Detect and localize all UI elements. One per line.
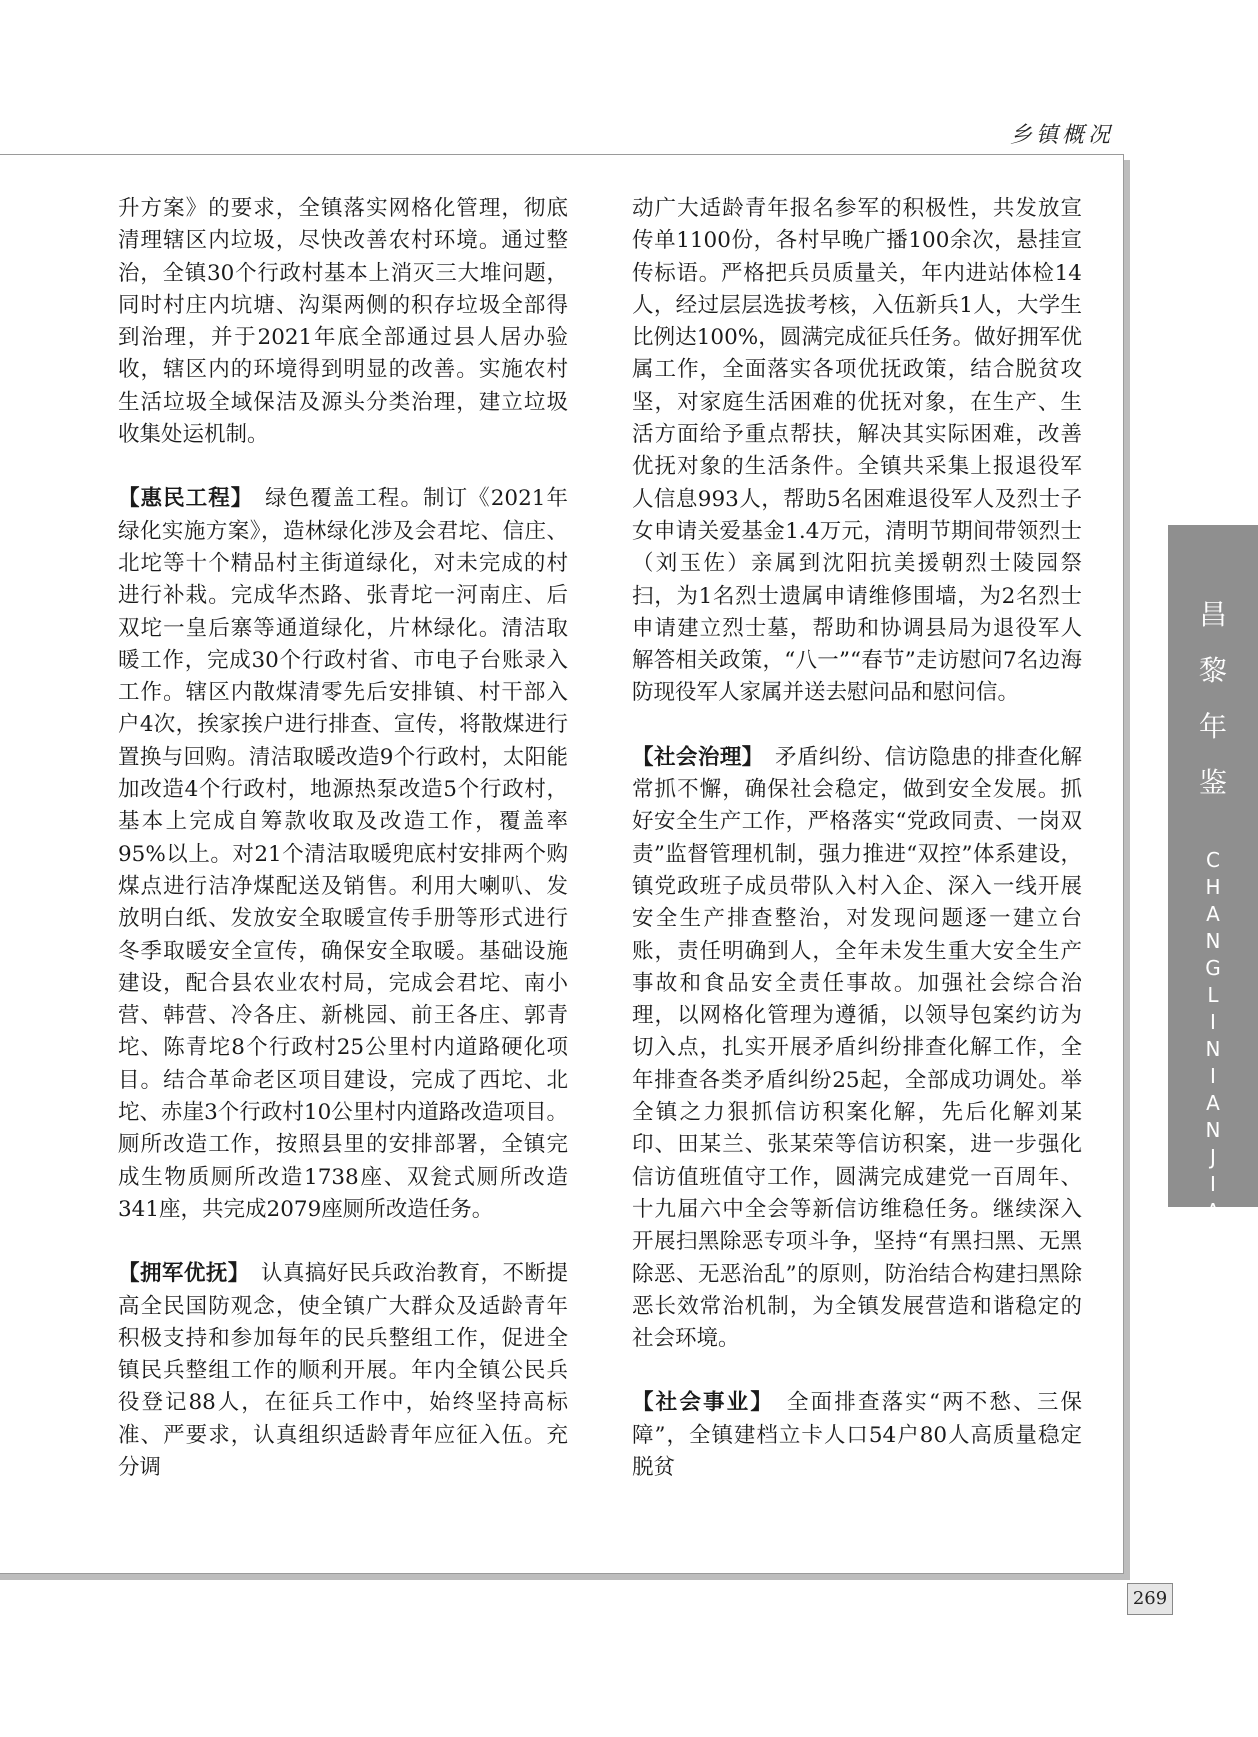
side-tab-char: 黎 bbox=[1198, 654, 1227, 687]
side-tab-letter: A bbox=[1206, 1091, 1220, 1115]
section-tag: 【社会事业】 bbox=[632, 1390, 764, 1416]
left-column bbox=[118, 193, 568, 1516]
section-tag: 【惠民工程】 bbox=[118, 486, 243, 512]
side-tab-letter: N bbox=[1205, 1118, 1221, 1142]
right-column bbox=[632, 193, 1082, 1516]
side-tab-letter: L bbox=[1207, 983, 1219, 1007]
side-tab-letter: N bbox=[1205, 1226, 1221, 1250]
section-tag: 【社会治理】 bbox=[632, 744, 754, 770]
paragraph bbox=[632, 1387, 1082, 1484]
side-tab-letter: J bbox=[1210, 1145, 1216, 1169]
paragraph-text: 升方案》的要求，全镇落实网格化管理，彻底清理辖区内垃圾，尽快改善农村环境。通过整治，全镇30个行政村基本上消灭三大堆问题，同时村庄内坑塘、沟渠两侧的积存垃圾全部得到治理，并于2021年底全部通过县人居办验收，辖区内的环境得到明显的改善。实施农村生活垃圾全域保洁及源头分类治理，建立垃圾收集处运机制。 bbox=[118, 196, 568, 448]
paragraph-text: 矛盾纠纷、信访隐患的排查化解常抓不懈，确保社会稳定，做到安全发展。抓好安全生产工作，严格落实“党政同责、一岗双责”监督管理机制，强力推进“双控”体系建设，镇党政班子成员带队入村入企、深入一线开展安全生产排查整治，对发现问题逐一建立台账，责任明确到人，全年未发生重大安全生产事故和食品安全责任事故。加强社会综合治理，以网格化管理为遵循，以领导包案约访为切入点，扎实开展矛盾纠纷排查化解工作，全年排查各类矛盾纠纷25起，全部成功调处。举全镇之力狠抓信访积案化解，先后化解刘某印、田某兰、张某荣等信访积案，进一步强化信访值班值守工作，圆满完成建党一百周年、十九届六中全会等新信访维稳任务。继续深入开展扫黑除恶专项斗争，坚持“有黑扫黑、无黑除恶、无恶治乱”的原则，防治结合构建扫黑除恶长效常治机制，为全镇发展营造和谐稳定的社会环境。 bbox=[632, 744, 1082, 1352]
section-tag: 【拥军优抚】 bbox=[118, 1261, 240, 1287]
paragraph bbox=[118, 193, 568, 451]
paragraph bbox=[632, 742, 1082, 1356]
paragraph-text: 动广大适龄青年报名参军的积极性，共发放宣传单1100份，各村早晚广播100余次，悬挂宣传标语。严格把兵员质量关，年内进站体检14人，经过层层选拔考核，入伍新兵1人，大学生比例达100%，圆满完成征兵任务。做好拥军优属工作，全面落实各项优抚政策，结合脱贫攻坚，对家庭生活困难的优抚对象，在生产、生活方面给予重点帮扶，解决其实际困难，改善优抚对象的生活条件。全镇共采集上报退役军人信息993人，帮助5名困难退役军人及烈士子女申请关爱基金1.4万元，清明节期间带领烈士（刘玉佐）亲属到沈阳抗美援朝烈士陵园祭扫，为1名烈士遗属申请维修围墙，为2名烈士申请建立烈士墓，帮助和协调县局为退役军人解答相关政策，“八一”“春节”走访慰问7名边海防现役军人家属并送去慰问品和慰问信。 bbox=[632, 196, 1082, 706]
paragraph bbox=[118, 1258, 568, 1484]
paragraph-text: 认真搞好民兵政治教育，不断提高全民国防观念，使全镇广大群众及适龄青年积极支持和参加每年的民兵整组工作，促进全镇民兵整组工作的顺利开展。年内全镇公民兵役登记88人，在征兵工作中，始终坚持高标准、严要求，认真组织适龄青年应征入伍。充分调 bbox=[118, 1261, 568, 1480]
side-tab-letter: I bbox=[1210, 1064, 1216, 1088]
side-tab-letter: N bbox=[1205, 1037, 1221, 1061]
side-tab-letter: H bbox=[1205, 875, 1221, 899]
side-tab-english-title bbox=[1168, 847, 1258, 1252]
page-frame-shadow-bottom bbox=[0, 1574, 1130, 1580]
paragraph-text: 绿色覆盖工程。制订《2021年绿化实施方案》，造林绿化涉及会君坨、信庄、北坨等十个精品村主街道绿化，对未完成的村进行补栽。完成华杰路、张青坨一河南庄、后双坨一皇后寨等通道绿化，片林绿化。清洁取暖工作，完成30个行政村省、市电子台账录入工作。辖区内散煤清零先后安排镇、村干部入户4次，挨家挨户进行排查、宣传，将散煤进行置换与回购。清洁取暖改造9个行政村，太阳能加改造4个行政村，地源热泵改造5个行政村，基本上完成自筹款收取及改造工作，覆盖率95%以上。对21个清洁取暖兜底村安排两个购煤点进行洁净煤配送及销售。利用大喇叭、发放明白纸、发放安全取暖宣传手册等形式进行冬季取暖安全宣传，确保安全取暖。基础设施建设，配合县农业农村局，完成会君坨、南小营、韩营、冷各庄、新桃园、前王各庄、郭青坨、陈青坨8个行政村25公里村内道路硬化项目。结合革命老区项目建设，完成了西坨、北坨、赤崖3个行政村10公里村内道路改造项目。厕所改造工作，按照县里的安排部署，全镇完成生物质厕所改造1738座、双瓮式厕所改造341座，共完成2079座厕所改造任务。 bbox=[118, 486, 568, 1222]
side-tab-letter: A bbox=[1206, 902, 1220, 926]
side-tab-char: 昌 bbox=[1198, 598, 1227, 631]
side-tab-letter: I bbox=[1210, 1010, 1216, 1034]
side-tab-char: 年 bbox=[1198, 710, 1227, 743]
side-tab-chinese-title bbox=[1168, 587, 1258, 811]
running-head-section-title: 乡镇概况 bbox=[1010, 123, 1115, 148]
paragraph bbox=[632, 193, 1082, 710]
yearbook-side-tab bbox=[1168, 525, 1258, 1250]
paragraph bbox=[118, 483, 568, 1226]
side-tab-letter: C bbox=[1206, 848, 1220, 872]
side-tab-letter: I bbox=[1210, 1172, 1216, 1196]
side-tab-char: 鉴 bbox=[1198, 766, 1227, 799]
page-number: 269 bbox=[1127, 1583, 1173, 1615]
paragraph-text: 全面排查落实“两不愁、三保障”，全镇建档立卡人口54户80人高质量稳定脱贫 bbox=[632, 1390, 1082, 1480]
page-frame-shadow-right bbox=[1124, 160, 1130, 1580]
side-tab-letter: A bbox=[1206, 1199, 1220, 1223]
side-tab-letter: G bbox=[1205, 956, 1221, 980]
side-tab-letter: N bbox=[1205, 929, 1221, 953]
